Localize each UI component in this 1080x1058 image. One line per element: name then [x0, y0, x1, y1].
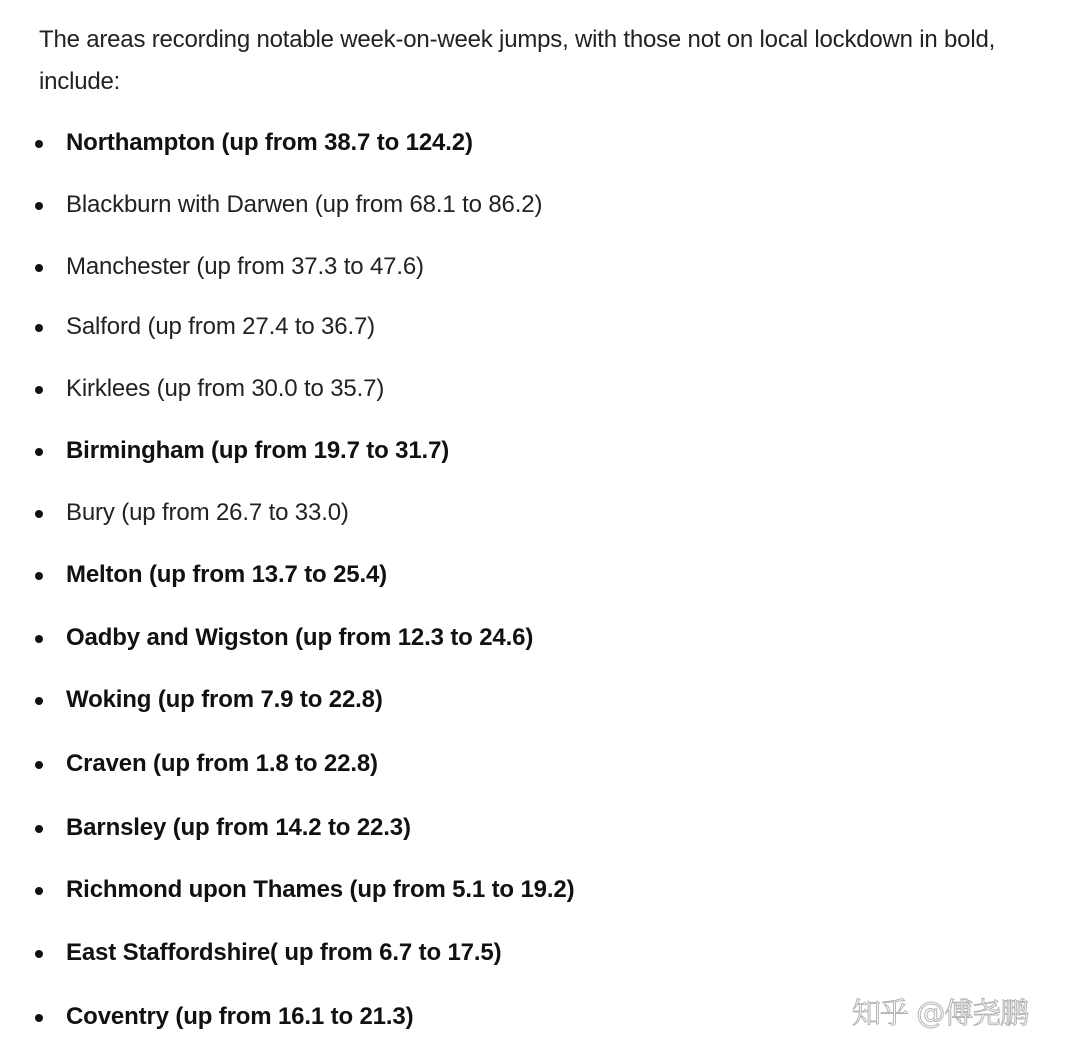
list-item: [0, 433, 760, 469]
list-item-text: Barnsley (up from 14.2 to 22.3): [66, 814, 411, 841]
list-item-text: Oadby and Wigston (up from 12.3 to 24.6): [66, 624, 534, 651]
list-item: [0, 999, 760, 1035]
bullet-icon: [35, 202, 43, 210]
bullet-icon: [35, 1014, 43, 1022]
list-item: [0, 309, 760, 345]
list-item: [0, 620, 760, 656]
bullet-icon: [35, 386, 43, 394]
list-item: [0, 371, 760, 407]
list-item-text: Kirklees (up from 30.0 to 35.7): [66, 375, 385, 402]
list-item-text: Bury (up from 26.7 to 33.0): [66, 499, 349, 526]
list-item-text: Woking (up from 7.9 to 22.8): [66, 686, 383, 713]
bullet-icon: [35, 825, 43, 833]
list-item: [0, 557, 760, 593]
bullet-icon: [35, 697, 43, 705]
list-item-text: Craven (up from 1.8 to 22.8): [66, 750, 378, 777]
list-item: [0, 935, 760, 971]
list-item-text: Richmond upon Thames (up from 5.1 to 19.2): [66, 876, 575, 903]
list-item: [0, 495, 760, 531]
zhihu-watermark: 知乎 @傅尧鹏: [852, 996, 1029, 1030]
list-item: [0, 249, 760, 285]
list-item-text: Melton (up from 13.7 to 25.4): [66, 561, 388, 588]
bullet-icon: [35, 572, 43, 580]
bullet-icon: [35, 448, 43, 456]
list-item-text: Salford (up from 27.4 to 36.7): [66, 313, 376, 340]
bullet-icon: [35, 635, 43, 643]
list-item: [0, 810, 760, 846]
bullet-icon: [35, 761, 43, 769]
list-item-text: Blackburn with Darwen (up from 68.1 to 86.2): [66, 191, 543, 218]
list-item-text: Coventry (up from 16.1 to 21.3): [66, 1003, 414, 1030]
list-item: [0, 872, 760, 908]
list-item-text: Northampton (up from 38.7 to 124.2): [66, 129, 473, 156]
list-item: [0, 125, 760, 161]
list-item: [0, 682, 760, 718]
bullet-icon: [35, 510, 43, 518]
intro-paragraph: The areas recording notable week-on-week jumps, with those not on local lockdown in bold, include:: [39, 26, 996, 95]
bullet-icon: [35, 887, 43, 895]
list-item: [0, 746, 760, 782]
bullet-icon: [35, 264, 43, 272]
list-item: [0, 187, 760, 223]
bullet-icon: [35, 140, 43, 148]
bullet-icon: [35, 950, 43, 958]
list-item-text: East Staffordshire( up from 6.7 to 17.5): [66, 939, 502, 966]
list-item-text: Manchester (up from 37.3 to 47.6): [66, 253, 424, 280]
bullet-icon: [35, 324, 43, 332]
list-item-text: Birmingham (up from 19.7 to 31.7): [66, 437, 450, 464]
